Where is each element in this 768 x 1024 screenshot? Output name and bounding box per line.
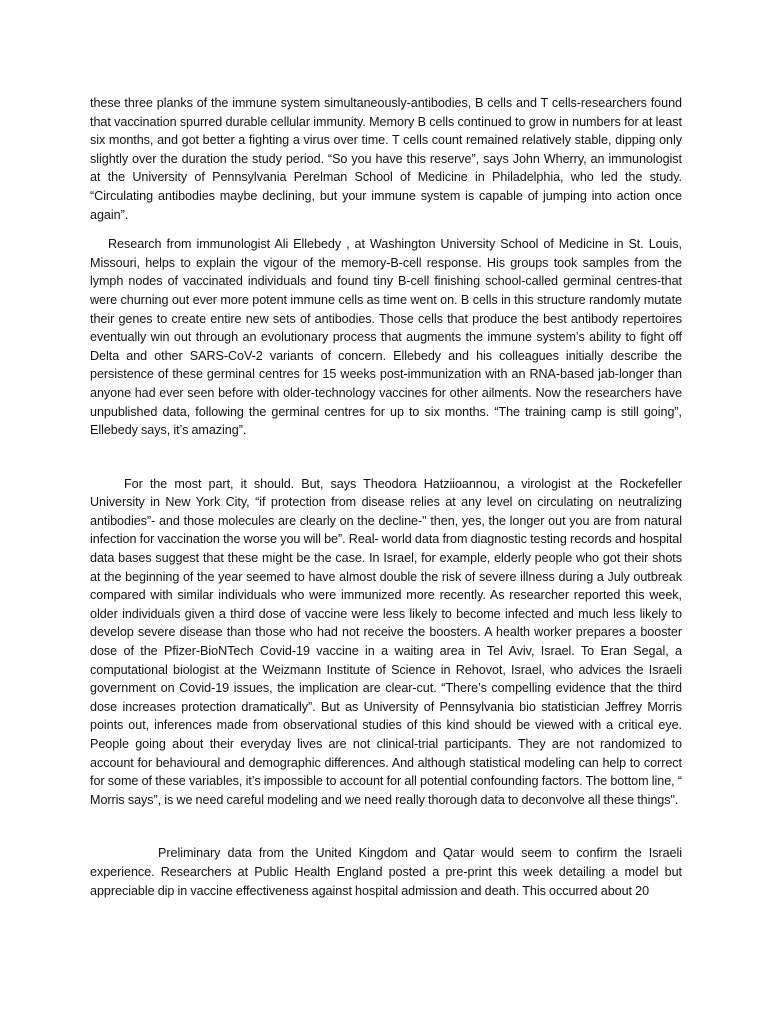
paragraph-uk-qatar-data: Preliminary data from the United Kingdom and Qatar would seem to confirm the Israeli experience. Researchers at Public Health England posted a pre-print this week detailing a model but appreciable dip in vaccine effectiveness against hospital admission and death. This occurred about 20 [90, 846, 682, 898]
paragraph-booster-evidence: For the most part, it should. But, says Theodora Hatziioannou, a virologist at the Rockefeller University in New York City, “if protection from disease relies at any level on circulating on neutralizing antibodies”- and those molecules are clearly on the decline-" then, yes, the longer out you are from natural infection for vaccination the worse you will be”. Real- world data from diagnostic testing records and hospital data bases suggest that these might be the case. In Israel, for example, elderly people who got their shots at the beginning of the year seemed to have almost double the risk of severe illness during a July outbreak compared with similar individuals who were immunized more recently. As researcher reported this week, older individuals given a third dose of vaccine were less likely to become infected and much less likely to develop severe disease than those who had not receive the boosters. A health worker prepares a booster dose of the Pfizer-BioNTech Covid-19 vaccine in a waiting area in Tel Aviv, Israel. To Eran Segal, a computational biologist at the Weizmann Institute of Science in Rehovot, Israel, who advices the Israeli government on Covid-19 issues, the implication are clear-cut. “There’s compelling evidence that the third dose increases protection dramatically”. But as University of Pennsylvania bio statistician Jeffrey Morris points out, inferences made from observational studies of this kind should be viewed with a critical eye. People going about their everyday lives are not clinical-trial participants. They are not randomized to account for behavioural and demographic differences. And although statistical modeling can help to correct for some of these variables, it’s impossible to account for all potential confounding factors. The bottom line, “ Morris says”, is we need careful modeling and we need really thorough data to deconvolve all these things". [90, 476, 682, 807]
paragraph-immune-reserve: these three planks of the immune system simultaneously-antibodies, B cells and T cells-researchers found that vaccination spurred durable cellular immunity. Memory B cells continued to grow in numbers for at least six months, and got better a fighting a virus over time. T cells count remained relatively stable, dipping only slightly over the duration the study period. “So you have this reserve”, says John Wherry, an immunologist at the University of Pennsylvania Perelman School of Medicine in Philadelphia, who led the study. “Circulating antibodies maybe declining, but your immune system is capable of jumping into action once again”. [90, 96, 682, 222]
document-page [90, 94, 682, 900]
paragraph-germinal-centres: Research from immunologist Ali Ellebedy , at Washington University School of Medicine in St. Louis, Missouri, helps to explain the vigour of the memory-B-cell response. His groups took samples from the lymph nodes of vaccinated individuals and found tiny B-cell finishing school-called germinal centres-that were churning out ever more potent immune cells as time went on. B cells in this structure randomly mutate their genes to create entire new sets of antibodies. Those cells that produce the best antibody repertoires eventually win out through an evolutionary process that augments the immune system’s ability to fight off Delta and other SARS-CoV-2 variants of concern. Ellebedy and his colleagues initially describe the persistence of these germinal centres for 15 weeks post-immunization with an RNA-based jab-longer than anyone had ever seen before with older-technology vaccines for other ailments. Now the researchers have unpublished data, following the germinal centres for up to six months. “The training camp is still going”, Ellebedy says, it’s amazing”. [90, 237, 682, 438]
